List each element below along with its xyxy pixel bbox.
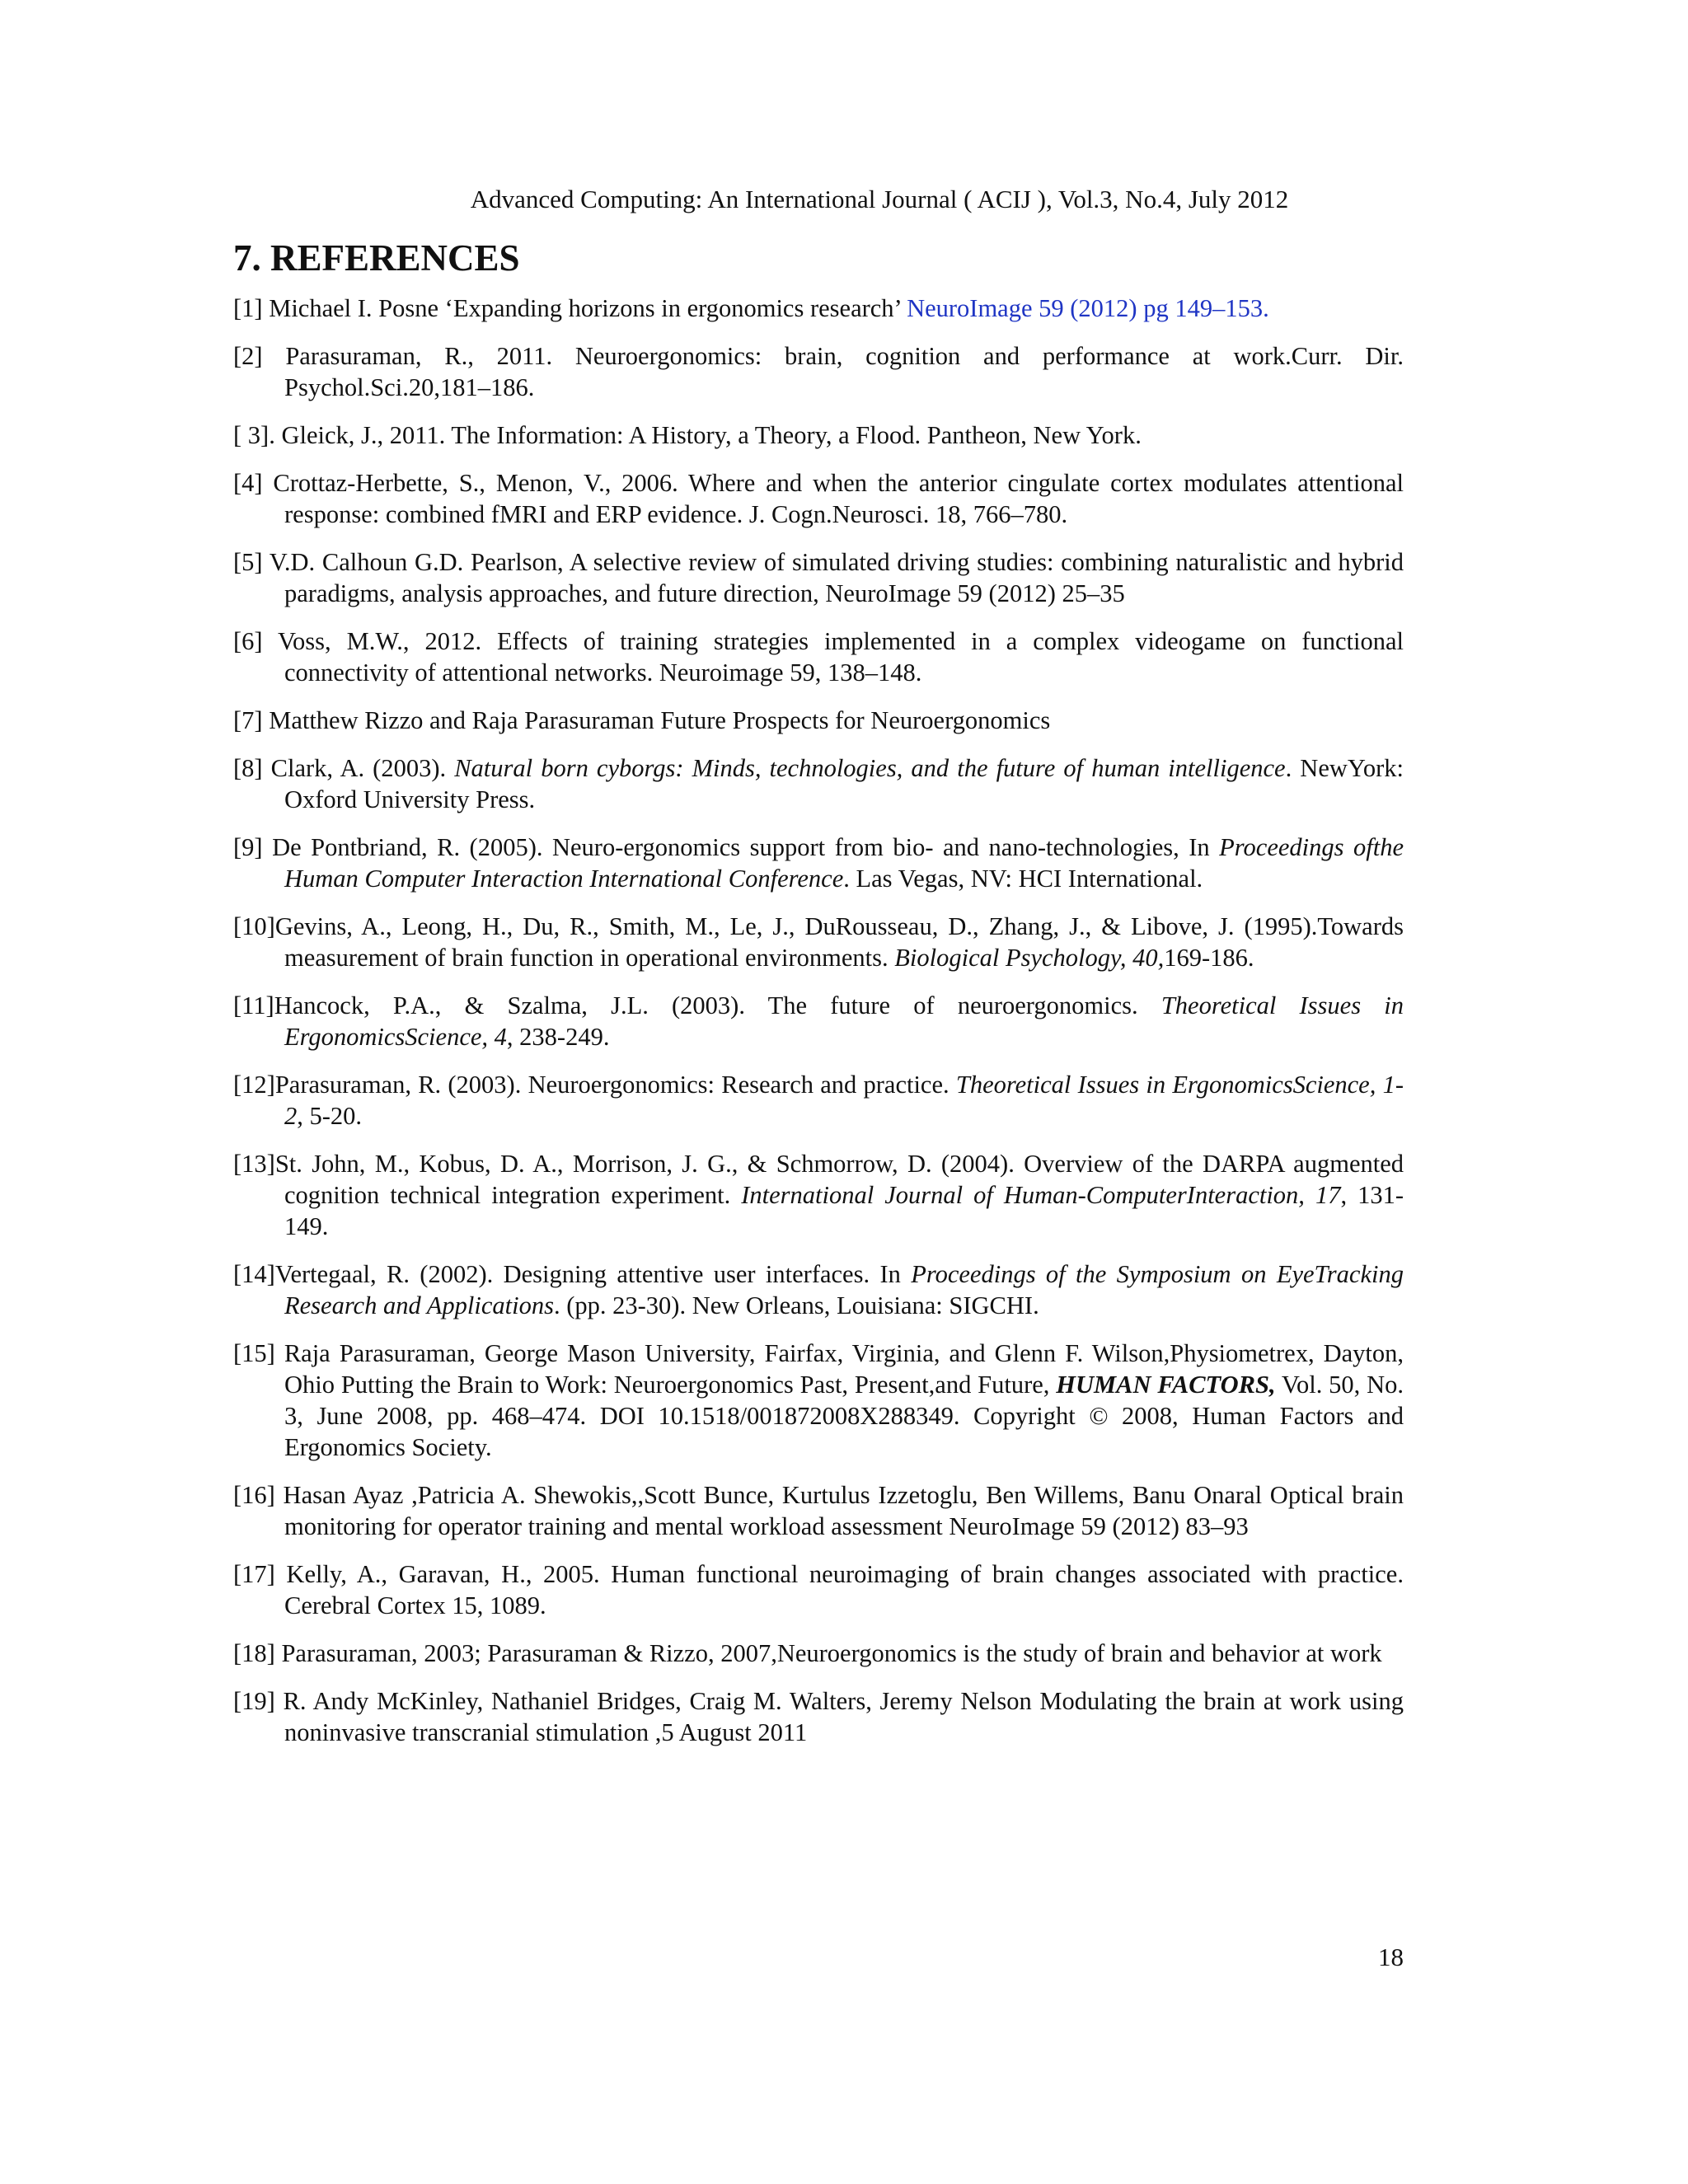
reference-item-15: [233, 1338, 1404, 1463]
reference-number: [4]: [233, 469, 274, 497]
reference-item-10: [233, 911, 1404, 973]
reference-item-19: [233, 1685, 1404, 1748]
reference-number: [7]: [233, 706, 270, 734]
reference-number: [ 3].: [233, 421, 282, 449]
reference-number: [14]: [233, 1260, 275, 1288]
reference-text: Michael I. Posne ‘Expanding horizons in ergonomics research’: [269, 294, 907, 322]
reference-item-14: [233, 1258, 1404, 1321]
reference-item-16: [233, 1479, 1404, 1542]
reference-number: [12]: [233, 1071, 275, 1099]
reference-text: Parasuraman, R., 2011. Neuroergonomics: brain, cognition and performance at work.Curr. Dir. Psychol.Sci.20,181–186.: [284, 342, 1404, 401]
reference-number: [10]: [233, 912, 275, 940]
reference-number: [8]: [233, 754, 271, 782]
reference-number: [16]: [233, 1481, 284, 1509]
reference-number: [5]: [233, 548, 270, 576]
reference-italic-title: Natural born cyborgs: Minds, technologies, and the future of human intelligence: [454, 754, 1286, 782]
reference-number: [2]: [233, 342, 286, 370]
reference-text: De Pontbriand, R. (2005). Neuro-ergonomics support from bio- and nano-technologies, In: [272, 833, 1220, 861]
reference-item-11: [233, 990, 1404, 1052]
reference-text: Gleick, J., 2011. The Information: A History, a Theory, a Flood. Pantheon, New York.: [281, 421, 1142, 449]
reference-number: [11]: [233, 991, 274, 1019]
reference-text: Parasuraman, 2003; Parasuraman & Rizzo, 2007,Neuroergonomics is the study of brain and behavior at work: [281, 1639, 1382, 1667]
reference-item-18: [233, 1638, 1404, 1669]
reference-number: [19]: [233, 1687, 284, 1715]
reference-text: Raja Parasuraman, George Mason University, Fairfax, Virginia, and Glenn F. Wilson,Physiometrex, Dayton, Ohio Putting the Brain to Work: Neuroergonomics Past, Present,and Future,: [284, 1339, 1404, 1399]
reference-number: [15]: [233, 1339, 284, 1367]
reference-item-6: [233, 626, 1404, 688]
reference-item-12: [233, 1069, 1404, 1132]
reference-item-3: [233, 419, 1404, 451]
reference-link[interactable]: NeuroImage 59 (2012) pg 149–153.: [907, 294, 1269, 322]
reference-item-5: [233, 546, 1404, 609]
reference-text-tail: , 131-149.: [284, 1181, 1404, 1240]
reference-text: Matthew Rizzo and Raja Parasuraman Future Prospects for Neuroergonomics: [269, 706, 1051, 734]
reference-italic-title: Biological Psychology, 40,: [894, 944, 1165, 972]
reference-text: Gevins, A., Leong, H., Du, R., Smith, M., Le, J., DuRousseau, D., Zhang, J., & Libove, J. (1995).Towards measurement of brain function in operational environments.: [274, 912, 1404, 972]
reference-text: Kelly, A., Garavan, H., 2005. Human functional neuroimaging of brain changes associated with practice. Cerebral Cortex 15, 1089.: [284, 1560, 1404, 1619]
reference-item-17: [233, 1558, 1404, 1621]
reference-number: [18]: [233, 1639, 282, 1667]
reference-text: Hancock, P.A., & Szalma, J.L. (2003). The future of neuroergonomics.: [274, 991, 1161, 1019]
reference-text: St. John, M., Kobus, D. A., Morrison, J. G., & Schmorrow, D. (2004). Overview of the DARPA augmented cognition technical integration experiment.: [274, 1150, 1404, 1209]
reference-item-13: [233, 1148, 1404, 1242]
reference-bold-italic-journal: HUMAN FACTORS,: [1056, 1371, 1276, 1399]
reference-text-tail: , 238-249.: [506, 1023, 610, 1051]
reference-text-tail: . (pp. 23-30). New Orleans, Louisiana: SIGCHI.: [553, 1291, 1039, 1319]
reference-item-1: [233, 293, 1404, 324]
reference-text-tail: Vol. 50, No. 3, June 2008, pp. 468–474. DOI 10.1518/001872008X288349. Copyright © 2008, Human Factors and Ergonomics Society.: [284, 1371, 1404, 1461]
reference-text: V.D. Calhoun G.D. Pearlson, A selective review of simulated driving studies: combining naturalistic and hybrid paradigms, analysis approaches, and future direction, NeuroImage 59 (2012) 25–35: [269, 548, 1404, 607]
reference-item-2: [233, 340, 1404, 403]
reference-text-tail: 169-186.: [1164, 944, 1254, 972]
reference-text: Voss, M.W., 2012. Effects of training strategies implemented in a complex videogame on functional connectivity of attentional networks. Neuroimage 59, 138–148.: [277, 627, 1404, 687]
reference-text: Hasan Ayaz ,Patricia A. Shewokis,,Scott Bunce, Kurtulus Izzetoglu, Ben Willems, Banu Onaral Optical brain monitoring for operator training and mental workload assessment NeuroImage 59 (2012) 83–93: [283, 1481, 1404, 1540]
reference-text: Parasuraman, R. (2003). Neuroergonomics: Research and practice.: [274, 1071, 956, 1099]
reference-item-4: [233, 467, 1404, 530]
running-header: Advanced Computing: An International Journal ( ACIJ ), Vol.3, No.4, July 2012: [470, 185, 1289, 213]
reference-number: [9]: [233, 833, 273, 861]
reference-text: R. Andy McKinley, Nathaniel Bridges, Craig M. Walters, Jeremy Nelson Modulating the brain at work using noninvasive transcranial stimulation ,5 August 2011: [283, 1687, 1404, 1746]
reference-italic-title: Theoretical Issues in ErgonomicsScience, 1-2: [284, 1071, 1404, 1130]
reference-item-8: [233, 752, 1404, 815]
reference-item-9: [233, 832, 1404, 894]
reference-italic-title: Proceedings of the Symposium on EyeTracking Research and Applications: [284, 1260, 1404, 1319]
reference-text-tail: . Las Vegas, NV: HCI International.: [843, 865, 1203, 893]
reference-number: [13]: [233, 1150, 275, 1178]
reference-item-7: [233, 705, 1404, 736]
page-number: 18: [1378, 1943, 1404, 1971]
reference-number: [1]: [233, 294, 270, 322]
reference-italic-title: Proceedings ofthe Human Computer Interaction International Conference: [284, 833, 1404, 893]
reference-text-tail: , 5-20.: [297, 1102, 363, 1130]
reference-number: [17]: [233, 1560, 287, 1588]
reference-text: Vertegaal, R. (2002). Designing attentive user interfaces. In: [274, 1260, 912, 1288]
reference-italic-title: International Journal of Human-ComputerInteraction, 17: [741, 1181, 1341, 1209]
reference-text: Crottaz-Herbette, S., Menon, V., 2006. Where and when the anterior cingulate cortex modulates attentional response: combined fMRI and ERP evidence. J. Cogn.Neurosci. 18, 766–780.: [273, 469, 1404, 528]
reference-italic-title: Theoretical Issues in ErgonomicsScience, 4: [284, 991, 1404, 1051]
reference-number: [6]: [233, 627, 278, 655]
reference-text: Clark, A. (2003).: [270, 754, 455, 782]
reference-text-tail: . NewYork: Oxford University Press.: [284, 754, 1404, 813]
reference-list: [233, 293, 1404, 1765]
section-title: 7. REFERENCES: [233, 237, 520, 279]
